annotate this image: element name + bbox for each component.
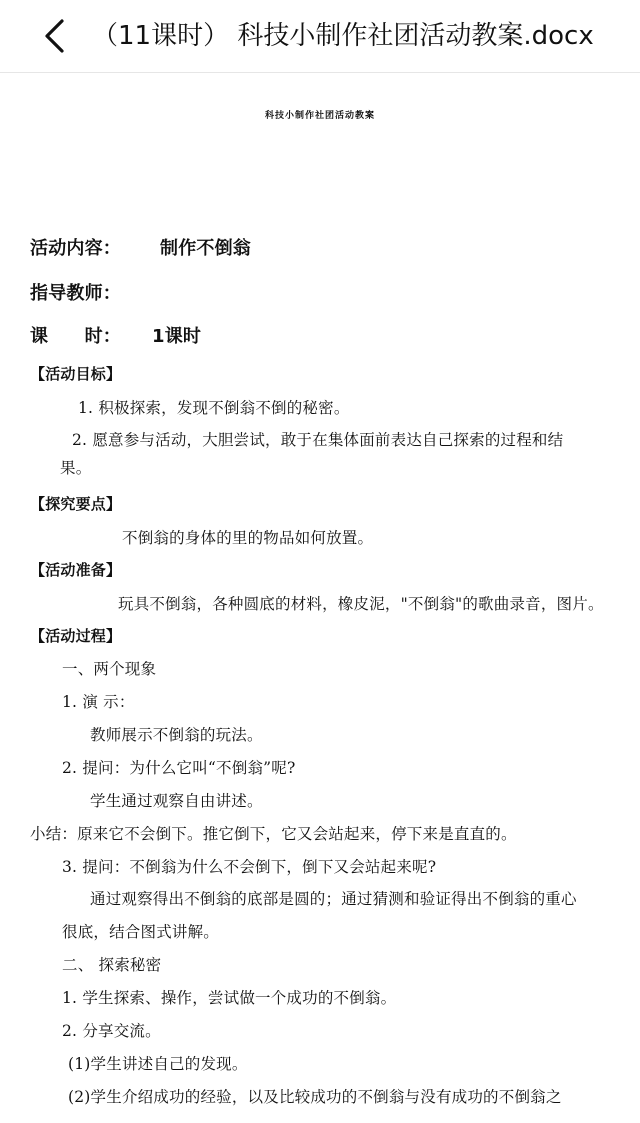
process-line-13: (1)学生讲述自己的发现。	[68, 1055, 248, 1073]
process-line-7: 3. 提问：不倒翁为什么不会倒下，倒下又会站起来呢?	[62, 858, 437, 876]
content-value: 制作不倒翁	[160, 238, 251, 259]
chevron-left-icon	[42, 18, 66, 54]
section-preparation: 【活动准备】	[30, 561, 122, 579]
goal-1: 1. 积极探索，发现不倒翁不倒的秘密。	[78, 399, 350, 417]
section-goals: 【活动目标】	[30, 365, 122, 383]
process-line-5: 学生通过观察自由讲述。	[90, 792, 263, 810]
process-line-9: 很底，结合图式讲解。	[62, 923, 220, 941]
section-key-points: 【探究要点】	[30, 495, 122, 513]
process-line-3: 教师展示不倒翁的玩法。	[90, 726, 263, 744]
key-points-text: 不倒翁的身体的里的物品如何放置。	[122, 529, 374, 547]
back-button[interactable]	[36, 14, 72, 58]
content-label: 活动内容：	[30, 238, 121, 259]
process-line-8: 通过观察得出不倒翁的底部是圆的；通过猜测和验证得出不倒翁的重心	[90, 890, 577, 908]
process-line-6: 小结：原来它不会倒下。推它倒下，它又会站起来，停下来是直直的。	[30, 825, 517, 843]
process-line-2: 1. 演 示：	[62, 693, 135, 711]
doc-heading: 科技小制作社团活动教案	[264, 111, 375, 121]
teacher-label: 指导教师：	[30, 283, 121, 304]
document-title: （11课时） 科技小制作社团活动教案.docx	[92, 21, 594, 51]
top-bar	[0, 0, 640, 73]
process-line-1: 一、两个现象	[62, 660, 157, 678]
process-line-12: 2. 分享交流。	[62, 1022, 161, 1040]
preparation-text: 玩具不倒翁，各种圆底的材料，橡皮泥，"不倒翁"的歌曲录音，图片。	[118, 595, 604, 613]
process-line-10: 二、 探索秘密	[62, 956, 162, 974]
hours-label: 课 时：	[30, 326, 121, 347]
document-body[interactable]	[0, 72, 640, 1123]
process-line-4: 2. 提问：为什么它叫“不倒翁”呢?	[62, 759, 296, 777]
section-process: 【活动过程】	[30, 627, 122, 645]
process-line-11: 1. 学生探索、操作，尝试做一个成功的不倒翁。	[62, 989, 397, 1007]
goal-2-line-2: 果。	[60, 459, 92, 477]
process-line-14: (2)学生介绍成功的经验，以及比较成功的不倒翁与没有成功的不倒翁之	[68, 1088, 562, 1106]
goal-2-line-1: 2. 愿意参与活动，大胆尝试，敢于在集体面前表达自己探索的过程和结	[72, 431, 564, 449]
hours-value: 1课时	[152, 326, 202, 347]
